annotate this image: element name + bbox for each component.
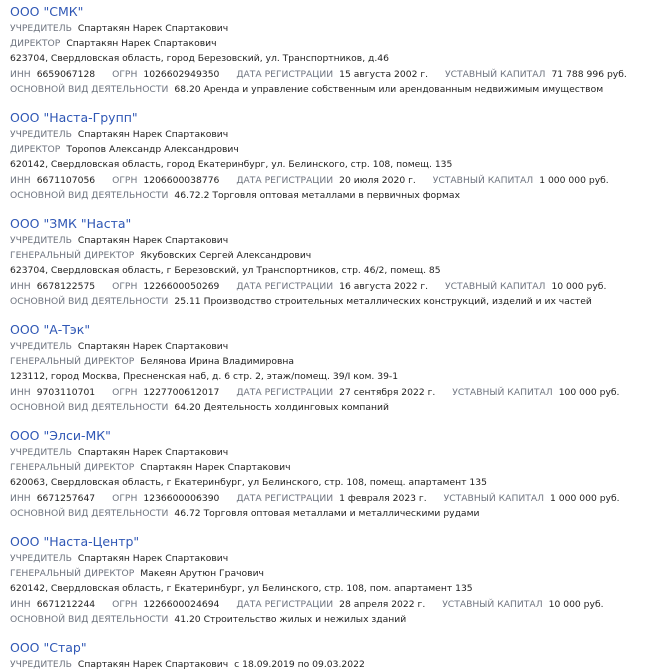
founder-row (10, 657, 669, 672)
director-row (10, 36, 669, 51)
ogrn-label: ОГРН (112, 492, 138, 504)
company-card (10, 216, 669, 322)
activity-row (10, 612, 669, 627)
capital-value: 1 000 000 руб. (550, 492, 620, 504)
ogrn-label: ОГРН (112, 174, 138, 186)
inn-value: 6659067128 (36, 68, 96, 80)
reg-date-value: 1 февраля 2023 г. (339, 492, 427, 504)
inn-value: 9703110701 (36, 386, 96, 398)
founder-row (10, 445, 669, 460)
registry-row (10, 597, 669, 612)
company-name-link[interactable]: ООО "СМК" (10, 4, 84, 19)
reg-date-label: ДАТА РЕГИСТРАЦИИ (236, 174, 334, 186)
registry-row (10, 173, 669, 188)
director-row (10, 354, 669, 369)
company-name-link[interactable]: ООО "ЗМК "Наста" (10, 216, 132, 231)
founder-name: Спартакян Нарек Спартакович (77, 23, 229, 34)
ogrn-value: 1206600038776 (143, 174, 220, 186)
ogrn-value: 1026602949350 (143, 68, 220, 80)
founder-name: Спартакян Нарек Спартакович (77, 553, 229, 564)
inn-label: ИНН (10, 492, 31, 504)
reg-date-value: 16 августа 2022 г. (339, 280, 429, 292)
founder-period: с 18.09.2019 по 09.03.2022 (234, 659, 365, 670)
ogrn-value: 1227700612017 (143, 386, 220, 398)
registry-row (10, 279, 669, 294)
capital-value: 1 000 000 руб. (539, 174, 609, 186)
activity-row (10, 506, 669, 521)
address-row (10, 475, 669, 490)
founder-label: УЧРЕДИТЕЛЬ (10, 235, 72, 246)
address-row (10, 581, 669, 596)
director-label: ГЕНЕРАЛЬНЫЙ ДИРЕКТОР (10, 250, 135, 262)
reg-date-label: ДАТА РЕГИСТРАЦИИ (236, 386, 334, 398)
activity-label: ОСНОВНОЙ ВИД ДЕЯТЕЛЬНОСТИ (10, 83, 169, 95)
director-name: Торопов Александр Александрович (66, 144, 239, 156)
founder-row (10, 551, 669, 566)
capital-value: 10 000 руб. (551, 280, 607, 292)
capital-value: 10 000 руб. (548, 598, 604, 610)
company-name-link[interactable]: ООО "Наста-Групп" (10, 110, 138, 125)
activity-label: ОСНОВНОЙ ВИД ДЕЯТЕЛЬНОСТИ (10, 507, 169, 519)
director-name: Макеян Арутюн Грачович (140, 568, 264, 580)
registry-row (10, 385, 669, 400)
inn-label: ИНН (10, 280, 31, 292)
activity-row (10, 294, 669, 309)
company-name-link[interactable]: ООО "Наста-Центр" (10, 534, 140, 549)
activity-value: 46.72 Торговля оптовая металлами и металлическими рудами (174, 507, 480, 519)
founder-row (10, 339, 669, 354)
company-address: 623704, Свердловская область, город Березовский, ул. Транспортников, д.46 (10, 53, 389, 65)
reg-date-value: 15 августа 2002 г. (339, 68, 429, 80)
company-card (10, 534, 669, 640)
inn-label: ИНН (10, 174, 31, 186)
inn-value: 6678122575 (36, 280, 96, 292)
company-address: 623704, Свердловская область, г Березовский, ул Транспортников, стр. 46/2, помещ. 85 (10, 265, 441, 277)
company-card (10, 640, 669, 672)
ogrn-label: ОГРН (112, 598, 138, 610)
address-row (10, 51, 669, 66)
ogrn-label: ОГРН (112, 280, 138, 292)
activity-label: ОСНОВНОЙ ВИД ДЕЯТЕЛЬНОСТИ (10, 189, 169, 201)
activity-value: 25.11 Производство строительных металлических конструкций, изделий и их частей (174, 295, 592, 307)
founder-name: Спартакян Нарек Спартакович (77, 659, 229, 670)
director-name: Якубовских Сергей Александрович (140, 250, 312, 262)
founder-label: УЧРЕДИТЕЛЬ (10, 129, 72, 140)
company-address: 620063, Свердловская область, г Екатеринбург, ул Белинского, стр. 108, помещ. апартамент 135 (10, 477, 487, 489)
registry-row (10, 67, 669, 82)
founder-name: Спартакян Нарек Спартакович (77, 129, 229, 140)
company-card (10, 110, 669, 216)
company-card (10, 322, 669, 428)
inn-value: 6671212244 (36, 598, 96, 610)
reg-date-label: ДАТА РЕГИСТРАЦИИ (236, 280, 334, 292)
inn-label: ИНН (10, 68, 31, 80)
founder-label: УЧРЕДИТЕЛЬ (10, 23, 72, 34)
ogrn-label: ОГРН (112, 386, 138, 398)
activity-value: 68.20 Аренда и управление собственным или арендованным недвижимым имуществом (174, 83, 604, 95)
director-name: Спартакян Нарек Спартакович (140, 462, 291, 474)
capital-label: УСТАВНЫЙ КАПИТАЛ (452, 386, 553, 398)
activity-row (10, 400, 669, 415)
ogrn-value: 1226600024694 (143, 598, 220, 610)
director-row (10, 566, 669, 581)
director-label: ГЕНЕРАЛЬНЫЙ ДИРЕКТОР (10, 462, 135, 474)
activity-label: ОСНОВНОЙ ВИД ДЕЯТЕЛЬНОСТИ (10, 613, 169, 625)
founder-row (10, 127, 669, 142)
address-row (10, 263, 669, 278)
founder-name: Спартакян Нарек Спартакович (77, 447, 229, 458)
reg-date-label: ДАТА РЕГИСТРАЦИИ (236, 598, 334, 610)
inn-value: 6671257647 (36, 492, 96, 504)
company-name-link[interactable]: ООО "А-Тэк" (10, 322, 91, 337)
activity-value: 64.20 Деятельность холдинговых компаний (174, 401, 390, 413)
reg-date-value: 27 сентября 2022 г. (339, 386, 436, 398)
director-label: ГЕНЕРАЛЬНЫЙ ДИРЕКТОР (10, 356, 135, 368)
ogrn-value: 1236600006390 (143, 492, 220, 504)
activity-label: ОСНОВНОЙ ВИД ДЕЯТЕЛЬНОСТИ (10, 295, 169, 307)
company-card (10, 4, 669, 110)
reg-date-label: ДАТА РЕГИСТРАЦИИ (236, 492, 334, 504)
company-name-link[interactable]: ООО "Стар" (10, 640, 87, 655)
director-label: ГЕНЕРАЛЬНЫЙ ДИРЕКТОР (10, 568, 135, 580)
founder-label: УЧРЕДИТЕЛЬ (10, 659, 72, 670)
founder-label: УЧРЕДИТЕЛЬ (10, 341, 72, 352)
director-row (10, 460, 669, 475)
founder-row (10, 233, 669, 248)
activity-label: ОСНОВНОЙ ВИД ДЕЯТЕЛЬНОСТИ (10, 401, 169, 413)
activity-row (10, 82, 669, 97)
inn-value: 6671107056 (36, 174, 96, 186)
director-row (10, 142, 669, 157)
company-address: 123112, город Москва, Пресненская наб, д. 6 стр. 2, этаж/помещ. 39/I ком. 39-1 (10, 371, 399, 383)
capital-value: 71 788 996 руб. (551, 68, 627, 80)
inn-label: ИНН (10, 598, 31, 610)
director-label: ДИРЕКТОР (10, 144, 61, 156)
founder-row (10, 21, 669, 36)
activity-value: 41.20 Строительство жилых и нежилых зданий (174, 613, 407, 625)
reg-date-value: 28 апреля 2022 г. (339, 598, 426, 610)
director-label: ДИРЕКТОР (10, 38, 61, 50)
capital-label: УСТАВНЫЙ КАПИТАЛ (432, 174, 534, 186)
inn-label: ИНН (10, 386, 31, 398)
founder-label: УЧРЕДИТЕЛЬ (10, 553, 72, 564)
founder-name: Спартакян Нарек Спартакович (77, 235, 229, 246)
ogrn-label: ОГРН (112, 68, 138, 80)
founder-label: УЧРЕДИТЕЛЬ (10, 447, 72, 458)
capital-value: 100 000 руб. (558, 386, 620, 398)
company-card (10, 428, 669, 534)
reg-date-label: ДАТА РЕГИСТРАЦИИ (236, 68, 334, 80)
director-row (10, 248, 669, 263)
capital-label: УСТАВНЫЙ КАПИТАЛ (445, 280, 546, 292)
director-name: Спартакян Нарек Спартакович (66, 38, 217, 50)
company-address: 620142, Свердловская область, г Екатеринбург, ул Белинского, стр. 108, пом. апартамент 135 (10, 583, 473, 595)
capital-label: УСТАВНЫЙ КАПИТАЛ (442, 598, 543, 610)
capital-label: УСТАВНЫЙ КАПИТАЛ (445, 68, 546, 80)
company-name-link[interactable]: ООО "Элси-МК" (10, 428, 111, 443)
activity-value: 46.72.2 Торговля оптовая металлами в первичных формах (174, 189, 460, 201)
director-name: Белянова Ирина Владимировна (140, 356, 294, 368)
registry-row (10, 491, 669, 506)
address-row (10, 157, 669, 172)
capital-label: УСТАВНЫЙ КАПИТАЛ (443, 492, 545, 504)
company-address: 620142, Свердловская область, город Екатеринбург, ул. Белинского, стр. 108, помещ. 135 (10, 159, 453, 171)
ogrn-value: 1226600050269 (143, 280, 220, 292)
address-row (10, 369, 669, 384)
activity-row (10, 188, 669, 203)
founder-name: Спартакян Нарек Спартакович (77, 341, 229, 352)
reg-date-value: 20 июля 2020 г. (339, 174, 416, 186)
